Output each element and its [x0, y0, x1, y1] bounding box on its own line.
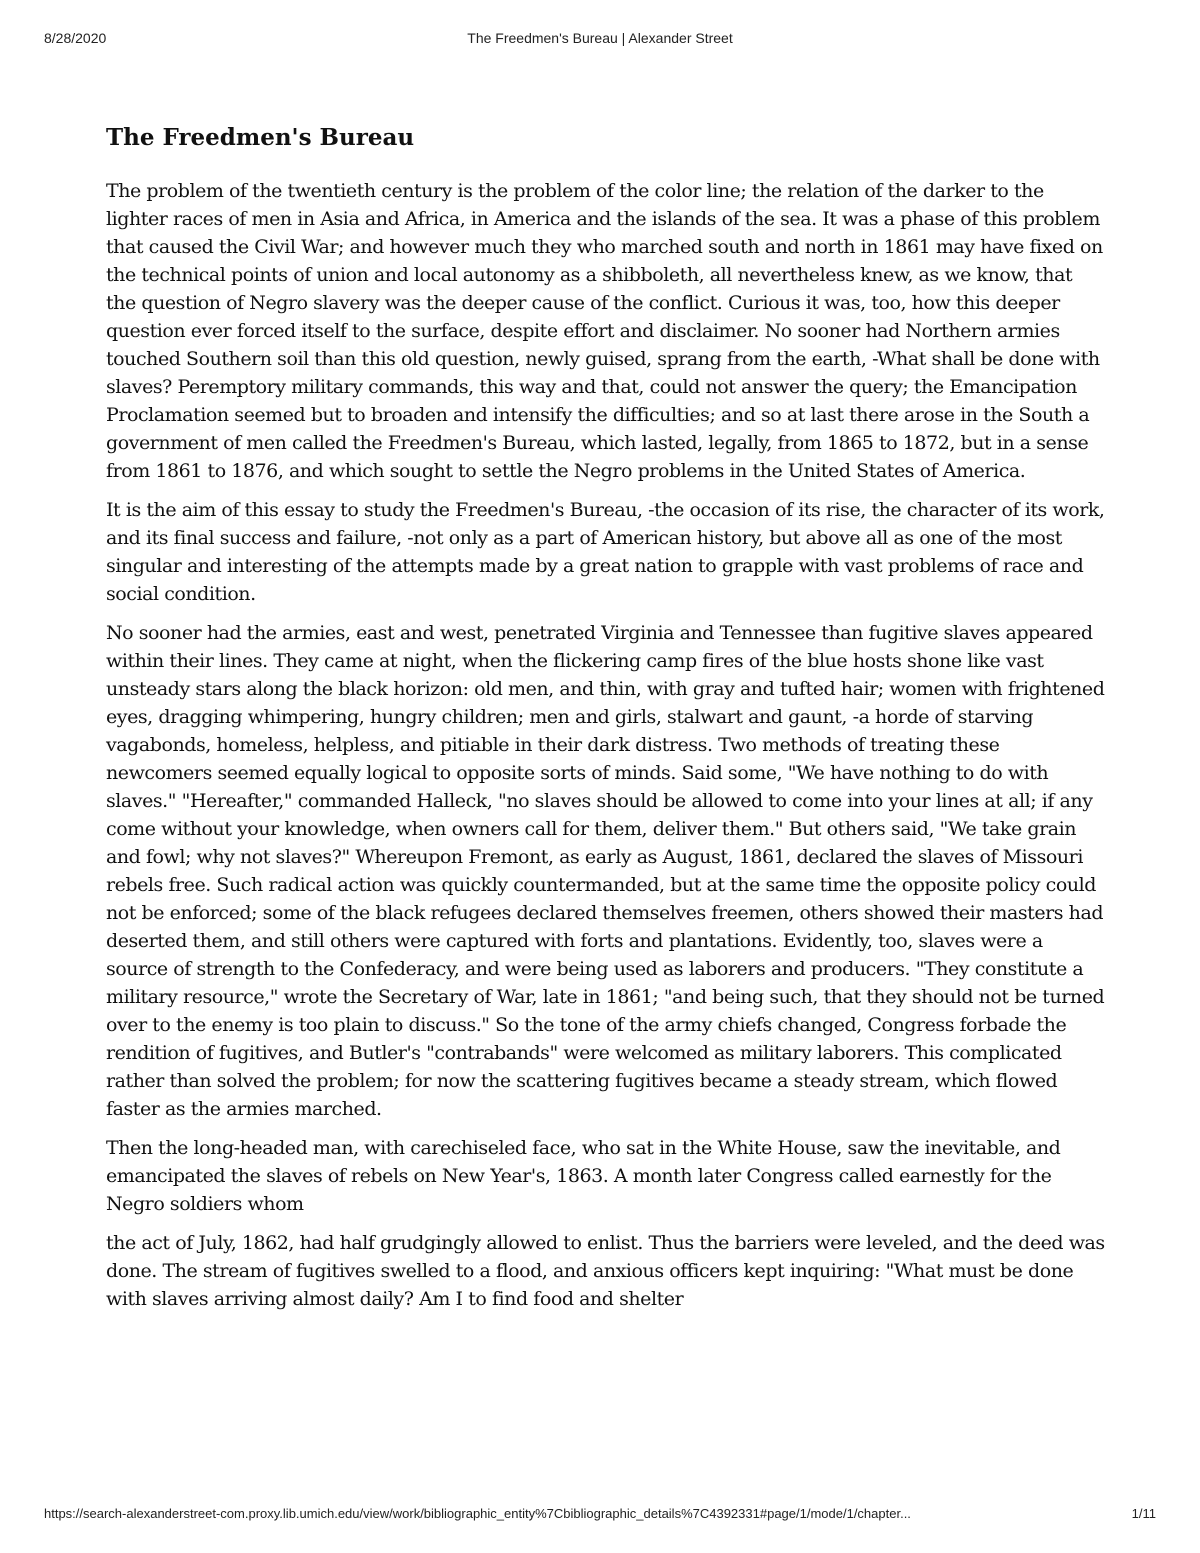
paragraph: The problem of the twentieth century is the problem of the color line; the relation of the darker to the lighter races of men in Asia and Africa, in America and the islands of the sea. It was a phase of this problem that caused the Civil War; and however much they who marched south and north in 1861 may have fixed on the technical points of union and local autonomy as a shibboleth, all nevertheless knew, as we know, that the question of Negro slavery was the deeper cause of the conflict. Curious it was, too, how this deeper question ever forced itself to the surface, despite effort and disclaimer. No sooner had Northern armies touched Southern soil than this old question, newly guised, sprang from the earth, -What shall be done with slaves? Peremptory military commands, this way and that, could not answer the query; the Emancipation Proclamation seemed but to broaden and intensify the difficulties; and so at last there arose in the South a government of men called the Freedmen's Bureau, which lasted, legally, from 1865 to 1872, but in a sense from 1861 to 1876, and which sought to settle the Negro problems in the United States of America. [106, 180, 1103, 482]
article-body [106, 124, 1106, 1324]
paragraph: Then the long-headed man, with carechiseled face, who sat in the White House, saw the inevitable, and emancipated the slaves of rebels on New Year's, 1863. A month later Congress called earnestly for the Negro soldiers whom [106, 1137, 1061, 1215]
page-url[interactable]: https://search-alexanderstreet-com.proxy.lib.umich.edu/view/work/bibliographic_entity%7Cbibliographic_details%7C4392331#page/1/mode/1/chapter... [44, 1506, 911, 1521]
print-header [0, 0, 1200, 60]
paragraph: the act of July, 1862, had half grudgingly allowed to enlist. Thus the barriers were leveled, and the deed was done. The stream of fugitives swelled to a flood, and anxious officers kept inquiring: "What must be done with slaves arriving almost daily? Am I to find food and shelter [106, 1232, 1105, 1310]
page-number: 1/11 [1131, 1506, 1156, 1521]
print-footer [0, 1506, 1200, 1536]
page-title: The Freedmen's Bureau | Alexander Street [467, 30, 733, 46]
paragraph: It is the aim of this essay to study the Freedmen's Bureau, -the occasion of its rise, the character of its work, and its final success and failure, -not only as a part of American history, but above all as one of the most singular and interesting of the attempts made by a great nation to grapple with vast problems of race and social condition. [106, 499, 1105, 605]
article-heading: The Freedmen's Bureau [106, 124, 415, 151]
paragraph: No sooner had the armies, east and west, penetrated Virginia and Tennessee than fugitive slaves appeared within their lines. They came at night, when the flickering camp fires of the blue hosts shone like vast unsteady stars along the black horizon: old men, and thin, with gray and tufted hair; women with frightened eyes, dragging whimpering, hungry children; men and girls, stalwart and gaunt, -a horde of starving vagabonds, homeless, helpless, and pitiable in their dark distress. Two methods of treating these newcomers seemed equally logical to opposite sorts of minds. Said some, "We have nothing to do with slaves." "Hereafter," commanded Halleck, "no slaves should be allowed to come into your lines at all; if any come without your knowledge, when owners call for them, deliver them." But others said, "We take grain and fowl; why not slaves?" Whereupon Fremont, as early as August, 1861, declared the slaves of Missouri rebels free. Such radical action was quickly countermanded, but at the same time the opposite policy could not be enforced; some of the black refugees declared themselves freemen, others showed their masters had deserted them, and still others were captured with forts and plantations. Evidently, too, slaves were a source of strength to the Confederacy, and were being used as laborers and producers. "They constitute a military resource," wrote the Secretary of War, late in 1861; "and being such, that they should not be turned over to the enemy is too plain to discuss." So the tone of the army chiefs changed, Congress forbade the rendition of fugitives, and Butler's "contrabands" were welcomed as military laborers. This complicated rather than solved the problem; for now the scattering fugitives became a steady stream, which flowed faster as the armies marched. [106, 622, 1105, 1120]
print-date: 8/28/2020 [44, 30, 107, 46]
